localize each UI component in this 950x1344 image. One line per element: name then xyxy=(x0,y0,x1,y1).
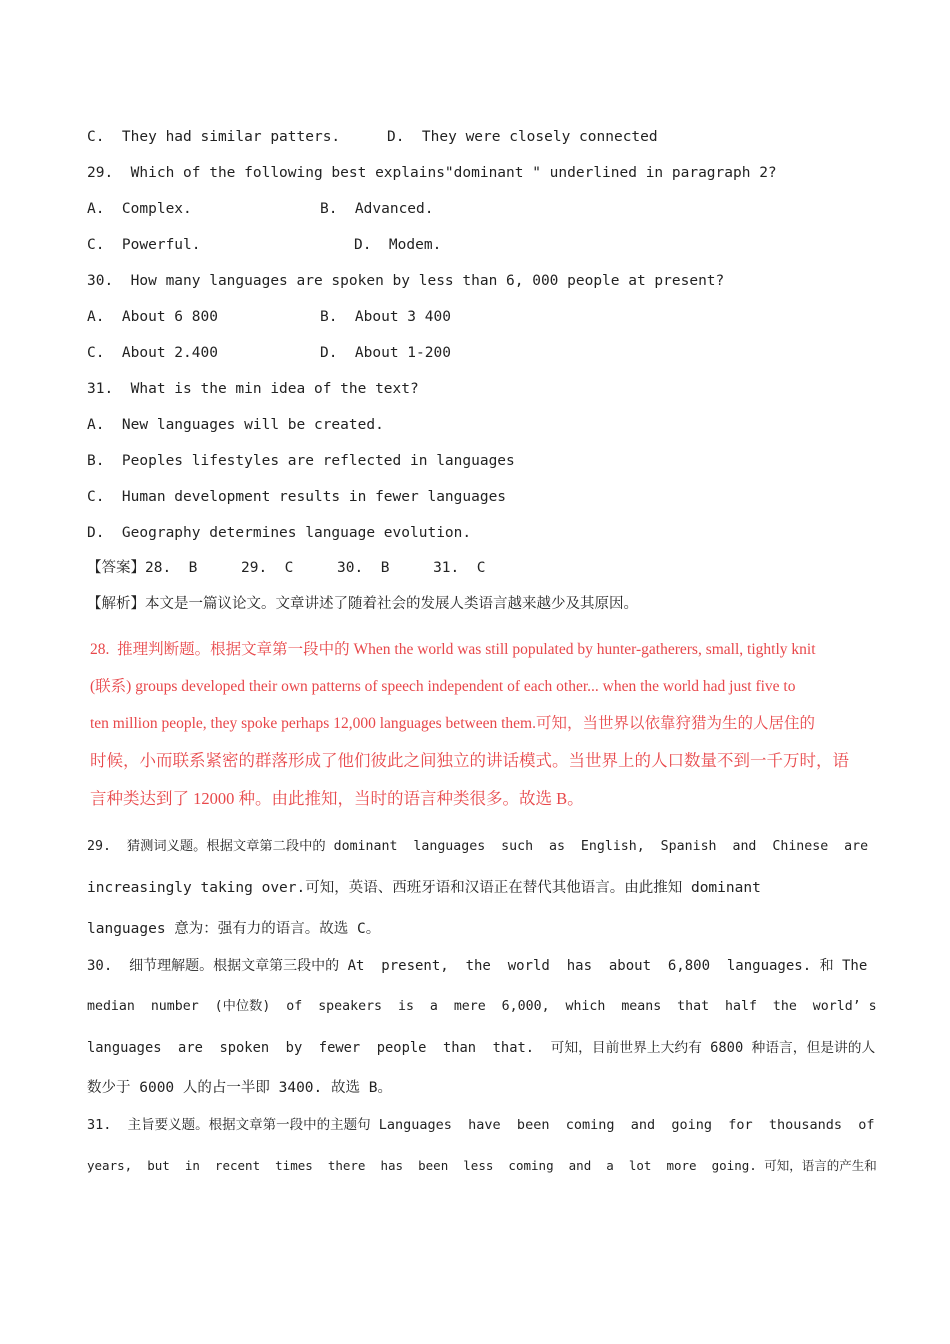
q29-question: 29. Which of the following best explains"dominant " underlined in paragraph 2? xyxy=(87,165,777,181)
answer-text: 28. B 29. C 30. B 31. C xyxy=(145,560,486,576)
explain29-line1: 29. 猜测词义题。根据文章第二段中的 dominant languages such as English, Spanish and Chinese are xyxy=(87,839,869,854)
explain28-line5: 言种类达到了 12000 种。由此推知，当时的语言种类很多。故选 B。 xyxy=(90,789,584,808)
analysis-label: 【解析】 xyxy=(87,596,145,612)
q29-option-d: D. Modem. xyxy=(354,237,442,253)
explain30-line2: median number (中位数) of speakers is a mere 6,000, which means that half the world’ s xyxy=(87,999,877,1014)
explain28-line3: ten million people, they spoke perhaps 12,000 languages between them.可知，当世界以依靠狩猎为生的人居住的 xyxy=(90,715,815,732)
answer-line xyxy=(87,558,485,578)
q31-option-d: D. Geography determines language evolution. xyxy=(87,525,472,541)
analysis-line xyxy=(87,594,638,614)
q28-option-d: D. They were closely connected xyxy=(387,129,658,145)
explain28-line4: 时候，小而联系紧密的群落形成了他们彼此之间独立的讲话模式。当世界上的人口数量不到一千万时，语 xyxy=(90,751,849,770)
explain30-line4: 数少于 6000 人的占一半即 3400. 故选 B。 xyxy=(87,1080,392,1096)
q30-question: 30. How many languages are spoken by less than 6, 000 people at present? xyxy=(87,273,725,289)
q30-option-c: C. About 2.400 xyxy=(87,345,218,361)
analysis-text: 本文是一篇议论文。文章讲述了随着社会的发展人类语言越来越少及其原因。 xyxy=(145,596,638,612)
explain28-line2: (联系) groups developed their own patterns of speech independent of each other... when the world had just five to xyxy=(90,678,796,695)
explain31-line1: 31. 主旨要义题。根据文章第一段中的主题句 Languages have been coming and going for thousands of xyxy=(87,1117,875,1133)
explain31-line2: years, but in recent times there has been less coming and a lot more going. 可知，语言的产生和 xyxy=(87,1158,877,1173)
q29-option-a: A. Complex. xyxy=(87,201,192,217)
q31-question: 31. What is the min idea of the text? xyxy=(87,381,419,397)
explain29-line3: languages 意为：强有力的语言。故选 C。 xyxy=(87,921,381,937)
q30-option-b: B. About 3 400 xyxy=(320,309,451,325)
q28-option-c: C. They had similar patters. xyxy=(87,129,341,145)
q29-option-c: C. Powerful. xyxy=(87,237,201,253)
q30-option-a: A. About 6 800 xyxy=(87,309,218,325)
explain28-line1: 28. 推理判断题。根据文章第一段中的 When the world was still populated by hunter-gatherers, small, tightly knit xyxy=(90,641,816,658)
q31-option-c: C. Human development results in fewer languages xyxy=(87,489,507,505)
explain30-line3: languages are spoken by fewer people than that. 可知，目前世界上大约有 6800 种语言，但是讲的人 xyxy=(87,1040,876,1056)
q31-option-a: A. New languages will be created. xyxy=(87,417,384,433)
q30-option-d: D. About 1-200 xyxy=(320,345,451,361)
q31-option-b: B. Peoples lifestyles are reflected in languages xyxy=(87,453,515,469)
q29-option-b: B. Advanced. xyxy=(320,201,434,217)
answer-label: 【答案】 xyxy=(87,560,145,576)
explain30-line1: 30. 细节理解题。根据文章第三段中的 At present, the world has about 6,800 languages. 和 The xyxy=(87,958,868,974)
explain29-line2: increasingly taking over.可知，英语、西班牙语和汉语正在替代其他语言。由此推知 dominant xyxy=(87,880,761,896)
